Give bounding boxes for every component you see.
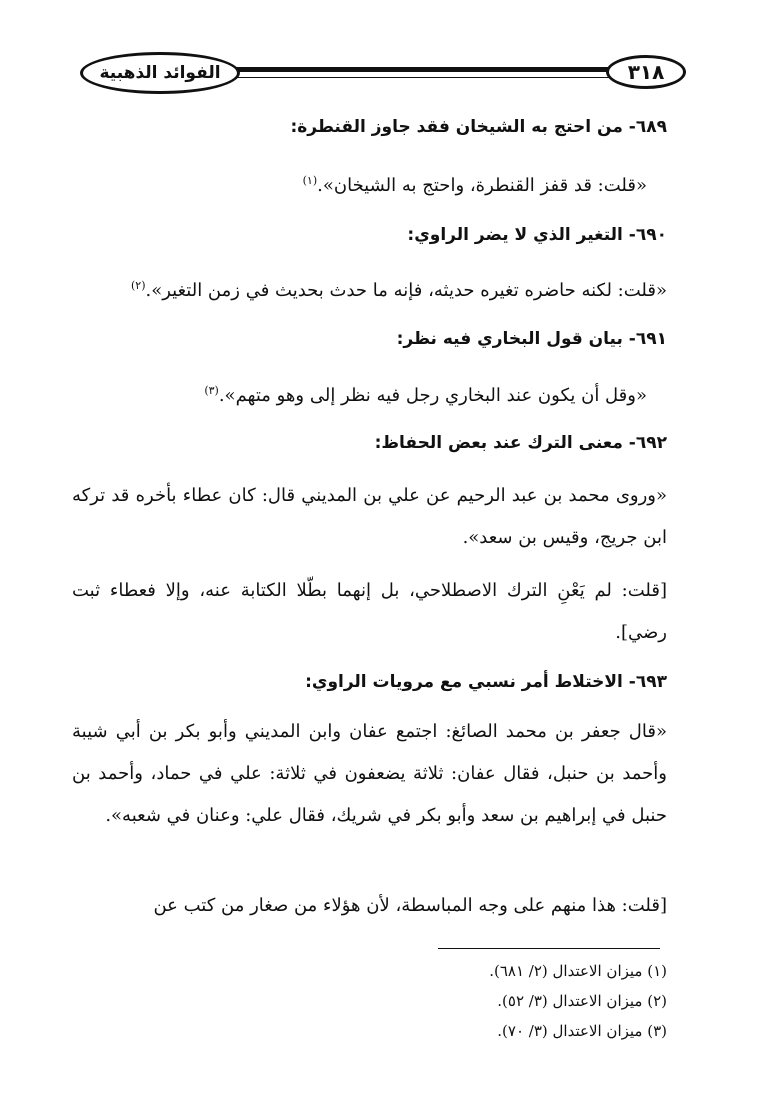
page-number: ٣١٨ [606, 55, 686, 89]
paragraph-text: «قلت: لكنه حاضره تغيره حديثه، فإنه ما حدث بحديث في زمن التغير». [145, 280, 667, 301]
paragraph: [قلت: هذا منهم على وجه المباسطة، لأن هؤلاء من صغار من كتب عن [153, 895, 667, 916]
footnote-marker: (٣) [204, 384, 219, 397]
footnote-marker: (٢) [131, 279, 146, 292]
footnote: (٢) ميزان الاعتدال (٣/ ٥٢). [497, 992, 667, 1010]
paragraph: «وروى محمد بن عبد الرحيم عن علي بن المديني قال: كان عطاء بأخره قد تركه ابن جريج، وقيس بن سعد». [72, 485, 667, 548]
paragraph: [قلت: لم يَعْنِ الترك الاصطلاحي، بل إنهما بطّلا الكتابة عنه، وإلا فعطاء ثبت رضي]. [72, 580, 667, 643]
paragraph [72, 265, 667, 312]
footnote-marker: (١) [302, 174, 318, 187]
paragraph-text: «وقل أن يكون عند البخاري رجل فيه نظر إلى وهو متهم». [218, 385, 647, 406]
section-heading: ٦٩٠- التغير الذي لا يضر الراوي: [407, 225, 667, 245]
paragraph-text: «قلت: قد قفز القنطرة، واحتج به الشيخان». [317, 175, 647, 196]
paragraph [72, 370, 647, 417]
footnote-separator [438, 948, 660, 949]
section-heading: ٦٨٩- من احتج به الشيخان فقد جاوز القنطرة: [290, 117, 667, 137]
book-title: الفوائد الذهبية [80, 52, 240, 94]
section-heading: ٦٩٢- معنى الترك عند بعض الحفاظ: [374, 433, 667, 453]
paragraph: «قال جعفر بن محمد الصائغ: اجتمع عفان وابن المديني وأبو بكر بن أبي شيبة وأحمد بن حنبل، فقال عفان: ثلاثة يضعفون في ثلاثة: علي في حماد، وأحمد بن حنبل في إبراهيم بن سعد وأبو بكر في شريك، فقال علي: وعنان في شعبه». [72, 721, 667, 826]
footnote: (٣) ميزان الاعتدال (٣/ ٧٠). [497, 1022, 667, 1040]
paragraph [72, 160, 647, 207]
footnote: (١) ميزان الاعتدال (٢/ ٦٨١). [489, 962, 667, 980]
section-heading: ٦٩١- بيان قول البخاري فيه نظر: [396, 329, 667, 349]
section-heading: ٦٩٣- الاختلاط أمر نسبي مع مرويات الراوي: [305, 672, 667, 692]
